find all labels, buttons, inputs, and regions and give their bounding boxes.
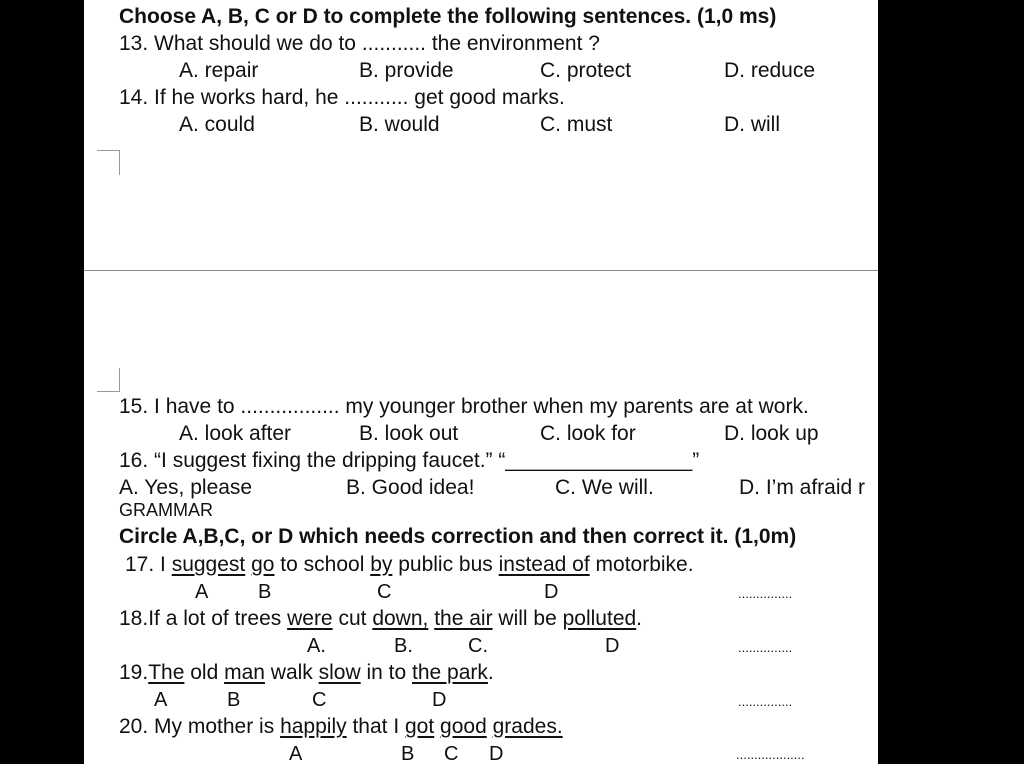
q18-letter-c: C. bbox=[468, 635, 488, 657]
page-break-line bbox=[84, 270, 878, 271]
question-18: 18.If a lot of trees were cut down, the air will be polluted. bbox=[119, 607, 643, 630]
q18-letter-d: D bbox=[605, 635, 620, 657]
q19-letter-c: C bbox=[312, 689, 327, 711]
q20-letter-d: D bbox=[489, 743, 504, 764]
q18-letter-a: A. bbox=[307, 635, 326, 657]
q17-letter-c: C bbox=[377, 581, 392, 603]
grammar-heading: GRAMMAR bbox=[119, 500, 213, 520]
q18-answer-blank: ............... bbox=[738, 640, 793, 655]
q13-option-a: A. repair bbox=[179, 59, 259, 82]
q19-answer-blank: ............... bbox=[738, 694, 793, 709]
q18-letter-b: B. bbox=[394, 635, 413, 657]
q14-option-d: D. will bbox=[724, 113, 780, 136]
q13-option-d: D. reduce bbox=[724, 59, 816, 82]
q16-option-c: C. We will. bbox=[555, 476, 654, 499]
worksheet-page bbox=[84, 0, 878, 764]
q16-option-b: B. Good idea! bbox=[346, 476, 475, 499]
q17-letter-d: D bbox=[544, 581, 559, 603]
q19-letter-a: A bbox=[154, 689, 168, 711]
question-14: 14. If he works hard, he ........... get good marks. bbox=[119, 86, 565, 109]
q20-letter-a: A bbox=[289, 743, 303, 764]
question-17: 17. I suggest go to school by public bus instead of motorbike. bbox=[125, 553, 694, 576]
q14-option-c: C. must bbox=[540, 113, 613, 136]
q19-letter-d: D bbox=[432, 689, 447, 711]
question-13: 13. What should we do to ........... the environment ? bbox=[119, 32, 600, 55]
q17-letter-a: A bbox=[195, 581, 209, 603]
q20-letter-b: B bbox=[401, 743, 415, 764]
q15-option-b: B. look out bbox=[359, 422, 459, 445]
instruction-heading: Choose A, B, C or D to complete the following sentences. (1,0 ms) bbox=[119, 5, 777, 28]
page-corner-mark bbox=[97, 150, 120, 175]
q16-option-d: D. I’m afraid r bbox=[739, 476, 866, 499]
q20-answer-blank: ................... bbox=[736, 747, 805, 762]
q16-option-a: A. Yes, please bbox=[119, 476, 253, 499]
q15-option-c: C. look for bbox=[540, 422, 636, 445]
q15-option-d: D. look up bbox=[724, 422, 819, 445]
page-corner-mark bbox=[97, 368, 120, 392]
q13-option-c: C. protect bbox=[540, 59, 632, 82]
q13-option-b: B. provide bbox=[359, 59, 454, 82]
q14-option-b: B. would bbox=[359, 113, 440, 136]
q14-option-a: A. could bbox=[179, 113, 255, 136]
q15-option-a: A. look after bbox=[179, 422, 292, 445]
question-15: 15. I have to ................. my younger brother when my parents are at work. bbox=[119, 395, 809, 418]
question-19: 19.The old man walk slow in to the park. bbox=[119, 661, 494, 684]
grammar-instruction: Circle A,B,C, or D which needs correction and then correct it. (1,0m) bbox=[119, 525, 797, 548]
q17-answer-blank: ............... bbox=[738, 586, 793, 601]
q20-letter-c: C bbox=[444, 743, 459, 764]
q19-letter-b: B bbox=[227, 689, 241, 711]
question-16: 16. “I suggest fixing the dripping faucet.” “________________” bbox=[119, 449, 700, 472]
q17-letter-b: B bbox=[258, 581, 272, 603]
question-20: 20. My mother is happily that I got good grades. bbox=[119, 715, 563, 738]
